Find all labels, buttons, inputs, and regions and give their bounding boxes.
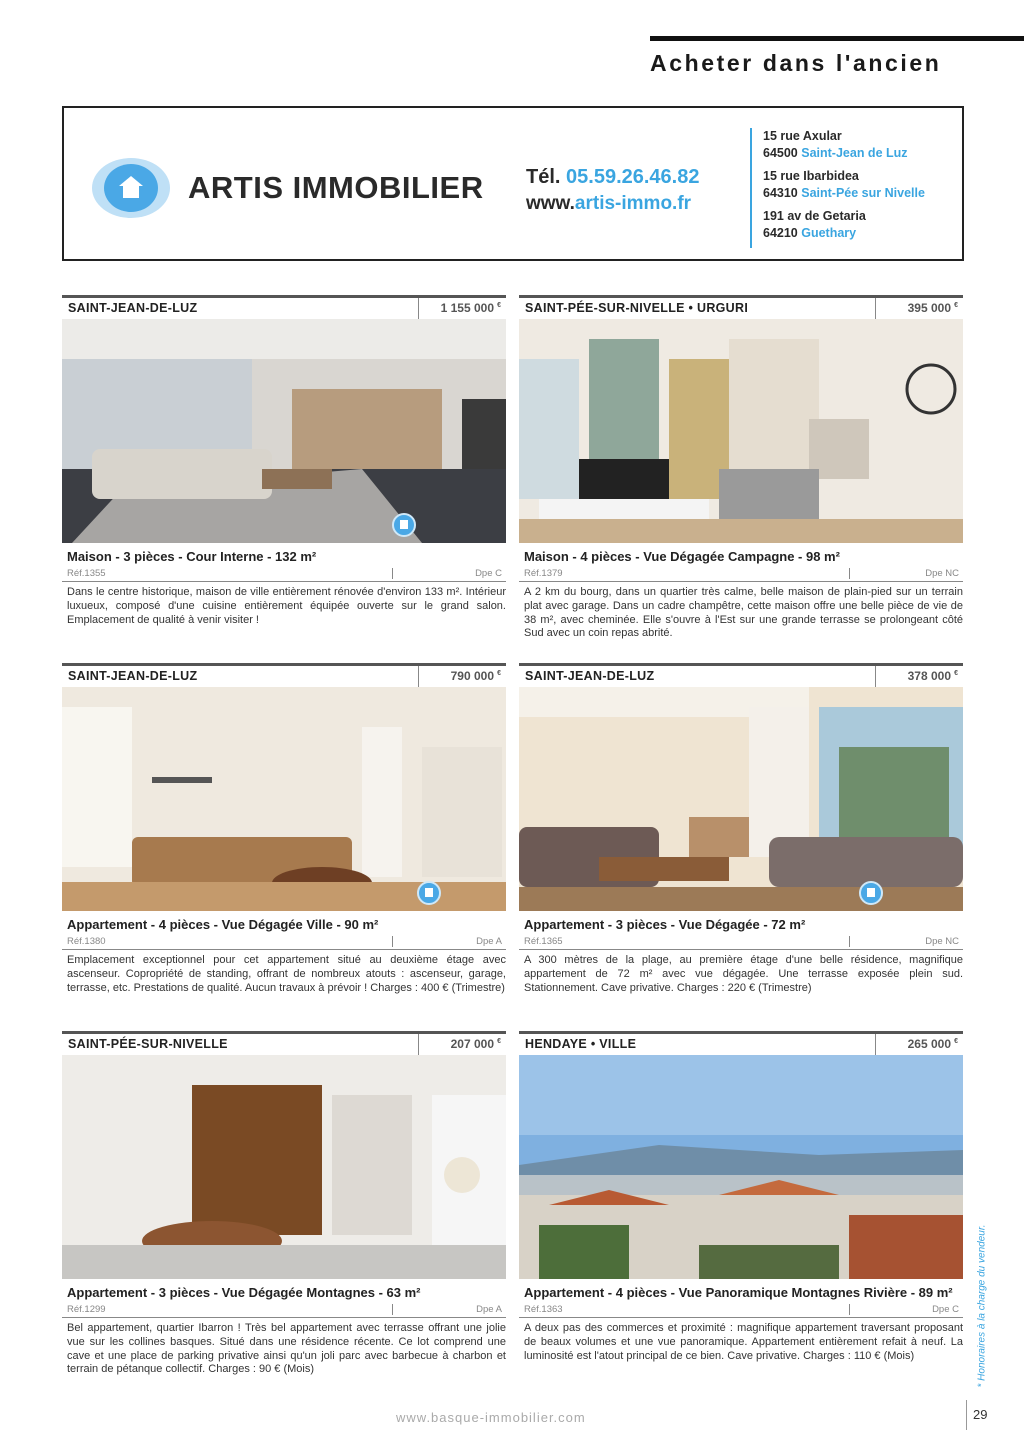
listing-dpe: Dpe A (392, 936, 506, 947)
listing-description: A deux pas des commerces et proximité : magnifique appartement traversant proposant de beaux volumes et une vue panoramique. Appartement entièrement refait à neuf. La luminosité est l'atout principal de ce bien. Cave privative. Charges : 110 € (Mois) (524, 1322, 963, 1362)
listing-price: 207 000 € (418, 1034, 506, 1055)
listing-location: SAINT-PÉE-SUR-NIVELLE • URGURI (525, 301, 749, 315)
agency-name: ARTIS IMMOBILIER (188, 170, 484, 205)
listing-dpe: Dpe C (849, 1304, 963, 1315)
listing-price: 1 155 000 € (418, 298, 506, 319)
listing-description: Emplacement exceptionnel pour cet appartement situé au deuxième étage avec ascenseur. Copropriété de standing, offrant de nombreux atouts : ascenseur, garage, terrasse, etc. Prestations de qualité. Aucun travaux à prévoir ! Charges : 400 € (Trimestre) (67, 954, 506, 994)
listing-photo[interactable] (519, 319, 963, 543)
listing-card[interactable] (519, 663, 963, 995)
section-title: Acheter dans l'ancien (650, 50, 942, 76)
listing-title: Appartement - 4 pièces - Vue Panoramique Montagnes Rivière - 89 m² (524, 1285, 953, 1300)
agency-badge-icon (859, 881, 883, 905)
top-rule (650, 36, 1024, 41)
footer-url[interactable]: www.basque-immobilier.com (396, 1410, 586, 1425)
listing-ref: Réf.1355 (67, 568, 106, 579)
listing-ref: Réf.1299 (67, 1304, 106, 1315)
listing-price: 395 000 € (875, 298, 963, 319)
house-logo-icon (92, 158, 170, 218)
listing-header (62, 1031, 506, 1055)
agency-badge-icon (392, 513, 416, 537)
address-item: 15 rue Axular 64500 Saint-Jean de Luz (763, 129, 908, 160)
address-item: 191 av de Getaria 64210 Guethary (763, 209, 866, 240)
listing-photo[interactable] (62, 1055, 506, 1279)
listing-title: Appartement - 3 pièces - Vue Dégagée Montagnes - 63 m² (67, 1285, 421, 1300)
listing-header (519, 1031, 963, 1055)
listing-photo[interactable] (519, 687, 963, 911)
listing-meta (519, 934, 963, 950)
listing-ref: Réf.1363 (524, 1304, 563, 1315)
listing-card[interactable] (519, 295, 963, 641)
listing-description: Bel appartement, quartier Ibarron ! Très bel appartement avec terrasse offrant une jolie vue sur les collines basques. Situé dans une résidence récente. Ce lot comprend une cave et une place de parking privative ainsi qu'un joli parc avec barbecue à charbon et terrain de pétanque collectif. Charges : 90 € (Mois) (67, 1322, 506, 1376)
listing-ref: Réf.1365 (524, 936, 563, 947)
listing-photo[interactable] (62, 319, 506, 543)
agency-website[interactable]: www.artis-immo.fr (526, 193, 692, 214)
listing-card[interactable] (519, 1031, 963, 1363)
listing-location: SAINT-PÉE-SUR-NIVELLE (68, 1037, 228, 1051)
listing-dpe: Dpe NC (849, 936, 963, 947)
listing-card[interactable] (62, 295, 506, 627)
listing-price: 790 000 € (418, 666, 506, 687)
listing-title: Appartement - 3 pièces - Vue Dégagée - 72 m² (524, 917, 806, 932)
listing-price: 378 000 € (875, 666, 963, 687)
listing-header (519, 663, 963, 687)
listing-title: Maison - 3 pièces - Cour Interne - 132 m² (67, 549, 317, 564)
agency-banner (62, 106, 964, 261)
listing-location: SAINT-JEAN-DE-LUZ (68, 669, 198, 683)
listing-header (62, 295, 506, 319)
listing-header (62, 663, 506, 687)
listing-meta (62, 934, 506, 950)
listing-header (519, 295, 963, 319)
listing-card[interactable] (62, 1031, 506, 1377)
listing-dpe: Dpe C (392, 568, 506, 579)
listing-meta (62, 1302, 506, 1318)
listing-meta (62, 566, 506, 582)
listing-dpe: Dpe NC (849, 568, 963, 579)
listing-photo[interactable] (519, 1055, 963, 1279)
agency-contact (526, 166, 699, 215)
listing-ref: Réf.1379 (524, 568, 563, 579)
listing-ref: Réf.1380 (67, 936, 106, 947)
listing-meta (519, 566, 963, 582)
listing-title: Maison - 4 pièces - Vue Dégagée Campagne - 98 m² (524, 549, 840, 564)
address-item: 15 rue Ibarbidea 64310 Saint-Pée sur Nivelle (763, 169, 925, 200)
page-number: 29 (966, 1400, 992, 1430)
listing-location: HENDAYE • VILLE (525, 1037, 637, 1051)
listing-location: SAINT-JEAN-DE-LUZ (68, 301, 198, 315)
listing-description: Dans le centre historique, maison de ville entièrement rénovée d'environ 133 m². Intérieur luxueux, composé d'une cuisine entièrement équipée ouverte sur le grand salon. Emplacement de qualité à venir visiter ! (67, 586, 506, 626)
listing-card[interactable] (62, 663, 506, 995)
fees-note: * Honoraires à la charge du vendeur. (976, 1224, 988, 1388)
listing-price: 265 000 € (875, 1034, 963, 1055)
listing-description: A 300 mètres de la plage, au première étage d'une belle résidence, magnifique appartement de 72 m² avec vue dégagée. Une terrasse exposée plein sud. Stationnement. Cave privative. Charges : 220 € (Trimestre) (524, 954, 963, 994)
listing-description: A 2 km du bourg, dans un quartier très calme, belle maison de plain-pied sur un terrain plat avec garage. Dans un cadre champêtre, cette maison offre une belle pièce de vie de 38 m², avec cheminée. Elle s'ouvre à l'Est sur une grande terrasse se prolongeant côté Sud avec un coin repas abrité. (524, 586, 963, 640)
agency-badge-icon (417, 881, 441, 905)
agency-addresses (750, 128, 925, 248)
listing-dpe: Dpe A (392, 1304, 506, 1315)
listing-meta (519, 1302, 963, 1318)
listing-photo[interactable] (62, 687, 506, 911)
agency-phone[interactable]: Tél. 05.59.26.46.82 (526, 166, 700, 188)
listing-location: SAINT-JEAN-DE-LUZ (525, 669, 655, 683)
listing-title: Appartement - 4 pièces - Vue Dégagée Ville - 90 m² (67, 917, 379, 932)
